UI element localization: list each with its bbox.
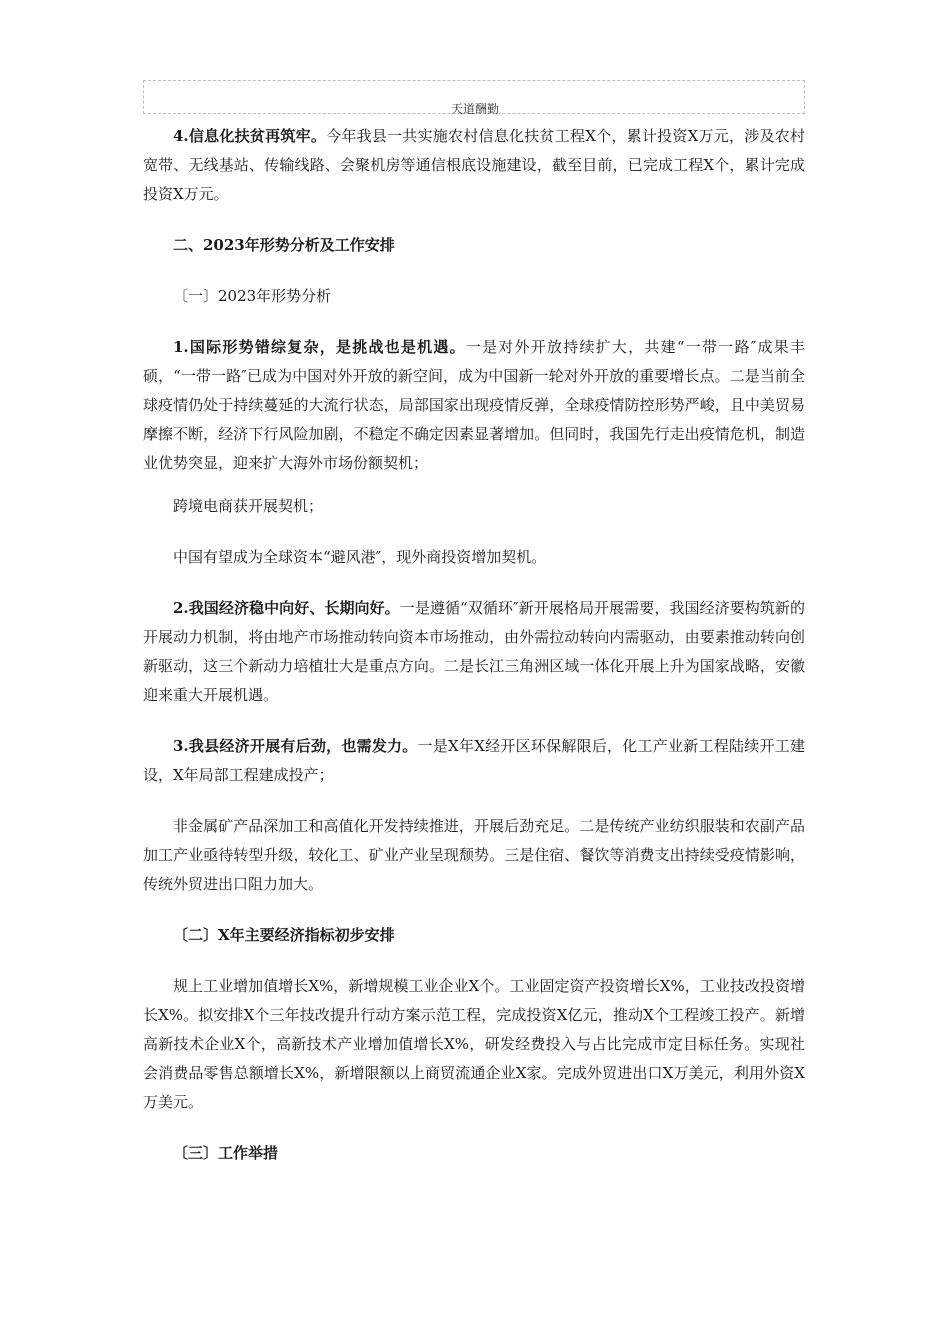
paragraph-lead: 4.信息化扶贫再筑牢。	[173, 127, 327, 145]
document-body	[143, 122, 805, 1168]
paragraph-lead: 3.我县经济开展有后劲，也需发力。	[173, 737, 418, 755]
page-header-text: 天道酬勤	[450, 102, 499, 116]
subsection-heading-3: 〔三〕工作举措	[173, 1144, 279, 1162]
paragraph-indicators: 规上工业增加值增长X%，新增规模工业企业X个。工业固定资产投资增长X%，工业技改投资增长X%。拟安排X个三年技改提升行动方案示范工程，完成投资X亿元，推动X个工程竣工投产。新增高新技术企业X个，高新技术产业增加值增长X%，研发经费投入与占比完成市定目标任务。实现社会消费品零售总额增长X%，新增限额以上商贸流通企业X家。完成外贸进出口X万美元，利用外资X万美元。	[143, 977, 805, 1111]
paragraph-body: 一是对外开放持续扩大，共建“一带一路″成果丰硕，“一带一路″已成为中国对外开放的新空间，成为中国新一轮对外开放的重要增长点。二是当前全球疫情仍处于持续蔓延的大流行状态，局部国家出现疫情反弹，全球疫情防控形势严峻，且中美贸易摩擦不断，经济下行风险加剧，不稳定不确定因素显著增加。但同时，我国先行走出疫情危机，制造业优势突显，迎来扩大海外市场份额契机；	[143, 338, 805, 472]
paragraph-county-economy	[143, 732, 805, 790]
paragraph-cross-border: 跨境电商获开展契机；	[173, 497, 324, 515]
paragraph-infra-poverty	[143, 122, 805, 209]
paragraph-body: 今年我县一共实施农村信息化扶贫工程X个，累计投资X万元，涉及农村宽带、无线基站、传输线路、会聚机房等通信根底设施建设，截至目前，已完成工程X个，累计完成投资X万元。	[143, 127, 805, 203]
section-heading-2: 二、2023年形势分析及工作安排	[173, 236, 395, 254]
paragraph-lead: 1.国际形势错综复杂，是挑战也是机遇。	[173, 338, 466, 356]
paragraph-safe-haven: 中国有望成为全球资本“避风港″，现外商投资增加契机。	[173, 548, 547, 566]
paragraph-nonmetal: 非金属矿产品深加工和高值化开发持续推进，开展后劲充足。二是传统产业纺织服装和农副产品加工产业亟待转型升级，较化工、矿业产业呈现颓势。三是住宿、餐饮等消费支出持续受疫情影响，传统外贸进出口阻力加大。	[143, 817, 805, 893]
paragraph-national-economy	[143, 594, 805, 710]
paragraph-body: 一是遵循“双循环″新开展格局开展需要，我国经济要构筑新的开展动力机制，将由地产市场推动转向资本市场推动，由外需拉动转向内需驱动，由要素推动转向创新驱动，这三个新动力培植壮大是重点方向。二是长江三角洲区域一体化开展上升为国家战略，安徽迎来重大开展机遇。	[143, 599, 805, 704]
paragraph-lead: 2.我国经济稳中向好、长期向好。	[173, 599, 400, 617]
paragraph-body: 一是X年X经开区环保解限后，化工产业新工程陆续开工建设，X年局部工程建成投产；	[143, 737, 805, 784]
subsection-heading-1: 〔一〕2023年形势分析	[173, 287, 332, 305]
paragraph-international	[143, 333, 805, 478]
subsection-heading-2: 〔二〕X年主要经济指标初步安排	[173, 926, 395, 944]
